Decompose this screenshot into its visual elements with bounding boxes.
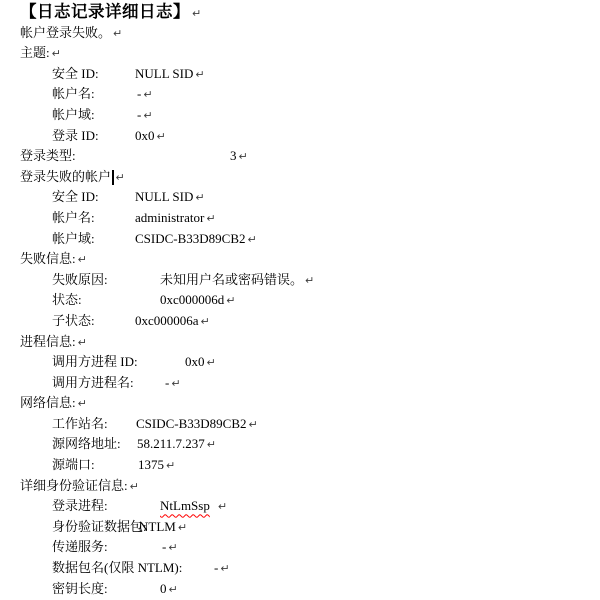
log-field-label: 帐户名: bbox=[52, 209, 95, 225]
log-field-value: - bbox=[214, 560, 219, 576]
log-field-label: 详细身份验证信息: bbox=[20, 477, 128, 493]
log-field-value: CSIDC-B33D89CB2 bbox=[135, 230, 246, 246]
log-field-value: - bbox=[165, 374, 170, 390]
log-line bbox=[0, 126, 600, 147]
log-field-value-cell bbox=[137, 434, 216, 455]
log-field-value-cell bbox=[135, 208, 216, 229]
paragraph-mark-icon: ↵ bbox=[248, 417, 258, 431]
log-line bbox=[0, 332, 600, 353]
paragraph-mark-icon: ↵ bbox=[206, 356, 216, 370]
log-field-value: - bbox=[137, 106, 142, 122]
paragraph-mark-icon: ↵ bbox=[238, 150, 248, 164]
text-cursor bbox=[112, 170, 114, 185]
log-field-label: 登录类型: bbox=[20, 148, 76, 164]
log-field-value: NTLM bbox=[139, 518, 176, 534]
log-field-value-cell bbox=[165, 373, 181, 394]
log-field-label: 失败原因: bbox=[52, 271, 108, 287]
log-field-value-cell bbox=[160, 270, 314, 291]
paragraph-mark-icon: ↵ bbox=[143, 108, 153, 122]
log-line bbox=[0, 208, 600, 229]
paragraph-mark-icon: ↵ bbox=[77, 253, 87, 267]
log-line bbox=[0, 517, 600, 538]
log-field-label: 数据包名(仅限 NTLM): bbox=[52, 560, 183, 576]
log-line bbox=[0, 455, 600, 476]
log-field-value-cell bbox=[137, 84, 153, 105]
log-field-label: 帐户名: bbox=[52, 86, 95, 102]
log-field-value: administrator bbox=[135, 209, 205, 225]
log-line bbox=[0, 290, 600, 311]
paragraph-mark-icon: ↵ bbox=[156, 129, 166, 143]
log-line bbox=[0, 84, 600, 105]
log-field-value-cell bbox=[139, 517, 187, 538]
log-field-value: 58.211.7.237 bbox=[137, 436, 205, 452]
log-field-label: 身份验证数据包: bbox=[52, 518, 147, 534]
log-field-value: 1375 bbox=[138, 457, 164, 473]
log-field-value: 0xc000006a bbox=[135, 312, 199, 328]
log-field-value-cell bbox=[136, 414, 258, 435]
log-field-value-cell bbox=[135, 187, 205, 208]
log-field-value-cell bbox=[162, 537, 178, 558]
log-line bbox=[0, 393, 600, 414]
paragraph-mark-icon: ↵ bbox=[171, 376, 181, 390]
log-field-label: 子状态: bbox=[52, 312, 95, 328]
log-line bbox=[0, 373, 600, 394]
log-field-label: 失败信息: bbox=[20, 251, 76, 267]
log-field-value-cell bbox=[160, 496, 227, 517]
log-line bbox=[0, 496, 600, 517]
log-field-value-cell bbox=[230, 146, 248, 167]
paragraph-mark-icon: ↵ bbox=[51, 47, 61, 61]
log-field-value-cell bbox=[160, 579, 178, 600]
paragraph-mark-icon: ↵ bbox=[200, 314, 210, 328]
log-field-value-cell bbox=[135, 64, 205, 85]
log-line bbox=[0, 434, 600, 455]
log-field-value: NtLmSsp bbox=[160, 498, 210, 514]
log-field-label: 源网络地址: bbox=[52, 436, 121, 452]
document-title: 【日志记录详细日志】 bbox=[20, 2, 190, 21]
log-line bbox=[0, 476, 600, 497]
paragraph-mark-icon: ↵ bbox=[168, 541, 178, 555]
log-field-value: CSIDC-B33D89CB2 bbox=[136, 415, 247, 431]
log-field-label: 帐户域: bbox=[52, 106, 95, 122]
log-field-label: 登录进程: bbox=[52, 498, 108, 514]
paragraph-mark-icon: ↵ bbox=[77, 397, 87, 411]
paragraph-mark-icon: ↵ bbox=[195, 191, 205, 205]
log-line bbox=[0, 311, 600, 332]
log-field-label: 进程信息: bbox=[20, 333, 76, 349]
document-heading-line bbox=[0, 2, 600, 23]
log-field-label: 安全 ID: bbox=[52, 189, 99, 205]
log-field-value: NULL SID bbox=[135, 189, 194, 205]
log-field-label: 状态: bbox=[52, 292, 82, 308]
log-field-label: 调用方进程名: bbox=[52, 374, 134, 390]
log-line bbox=[0, 105, 600, 126]
log-field-value: 0x0 bbox=[135, 127, 155, 143]
paragraph-mark-icon: ↵ bbox=[226, 294, 236, 308]
log-field-label: 调用方进程 ID: bbox=[52, 354, 138, 370]
log-field-label: 登录失败的帐户 bbox=[20, 168, 112, 184]
paragraph-mark-icon: ↵ bbox=[217, 500, 228, 514]
log-field-value: NULL SID bbox=[135, 65, 194, 81]
paragraph-mark-icon: ↵ bbox=[168, 582, 178, 596]
log-field-value-cell bbox=[135, 126, 166, 147]
log-field-label: 网络信息: bbox=[20, 395, 76, 411]
paragraph-mark-icon: ↵ bbox=[220, 562, 230, 576]
log-line bbox=[0, 352, 600, 373]
log-field-value-cell bbox=[138, 455, 175, 476]
log-field-label: 源端口: bbox=[52, 457, 95, 473]
log-field-label: 主题: bbox=[20, 45, 50, 61]
log-field-label: 工作站名: bbox=[52, 415, 108, 431]
paragraph-mark-icon: ↵ bbox=[129, 479, 139, 493]
log-line bbox=[0, 270, 600, 291]
log-line bbox=[0, 414, 600, 435]
log-line bbox=[0, 146, 600, 167]
log-line bbox=[0, 249, 600, 270]
log-line bbox=[0, 537, 600, 558]
log-line bbox=[0, 579, 600, 600]
paragraph-mark-icon: ↵ bbox=[177, 520, 188, 534]
log-line bbox=[0, 167, 600, 188]
paragraph-mark-icon: ↵ bbox=[143, 88, 153, 102]
log-line bbox=[0, 187, 600, 208]
paragraph-mark-icon: ↵ bbox=[305, 273, 315, 287]
log-field-label: 帐户域: bbox=[52, 230, 95, 246]
paragraph-mark-icon: ↵ bbox=[195, 67, 205, 81]
log-field-value-cell bbox=[135, 311, 210, 332]
log-field-value: 0 bbox=[160, 580, 167, 596]
log-field-label: 安全 ID: bbox=[52, 65, 99, 81]
log-field-value-cell bbox=[137, 105, 153, 126]
paragraph-mark-icon: ↵ bbox=[247, 232, 257, 246]
log-field-value-cell bbox=[135, 229, 257, 250]
paragraph-mark-icon: ↵ bbox=[77, 335, 87, 349]
paragraph-mark-icon: ↵ bbox=[113, 26, 123, 40]
log-field-value-cell bbox=[185, 352, 216, 373]
log-field-value: - bbox=[137, 86, 142, 102]
log-line bbox=[0, 64, 600, 85]
log-line bbox=[0, 43, 600, 64]
log-field-label: 登录 ID: bbox=[52, 127, 99, 143]
log-field-value: 0x0 bbox=[185, 354, 205, 370]
log-field-value: - bbox=[162, 539, 167, 555]
paragraph-mark-icon: ↵ bbox=[115, 170, 125, 184]
paragraph-mark-icon: ↵ bbox=[192, 7, 202, 20]
log-line bbox=[0, 23, 600, 44]
paragraph-mark-icon: ↵ bbox=[166, 459, 176, 473]
log-field-value: 3 bbox=[230, 148, 237, 164]
log-field-label: 密钥长度: bbox=[52, 580, 108, 596]
log-field-value: 0xc000006d bbox=[160, 292, 225, 308]
log-field-label: 传递服务: bbox=[52, 539, 108, 555]
log-line bbox=[0, 229, 600, 250]
log-field-value-cell bbox=[160, 290, 236, 311]
paragraph-mark-icon: ↵ bbox=[206, 211, 216, 225]
paragraph-mark-icon: ↵ bbox=[206, 438, 216, 452]
log-field-value-cell bbox=[214, 558, 230, 579]
log-field-label: 帐户登录失败。 bbox=[20, 24, 112, 40]
log-line bbox=[0, 558, 600, 579]
log-field-value: 未知用户名或密码错误。 bbox=[160, 271, 304, 287]
